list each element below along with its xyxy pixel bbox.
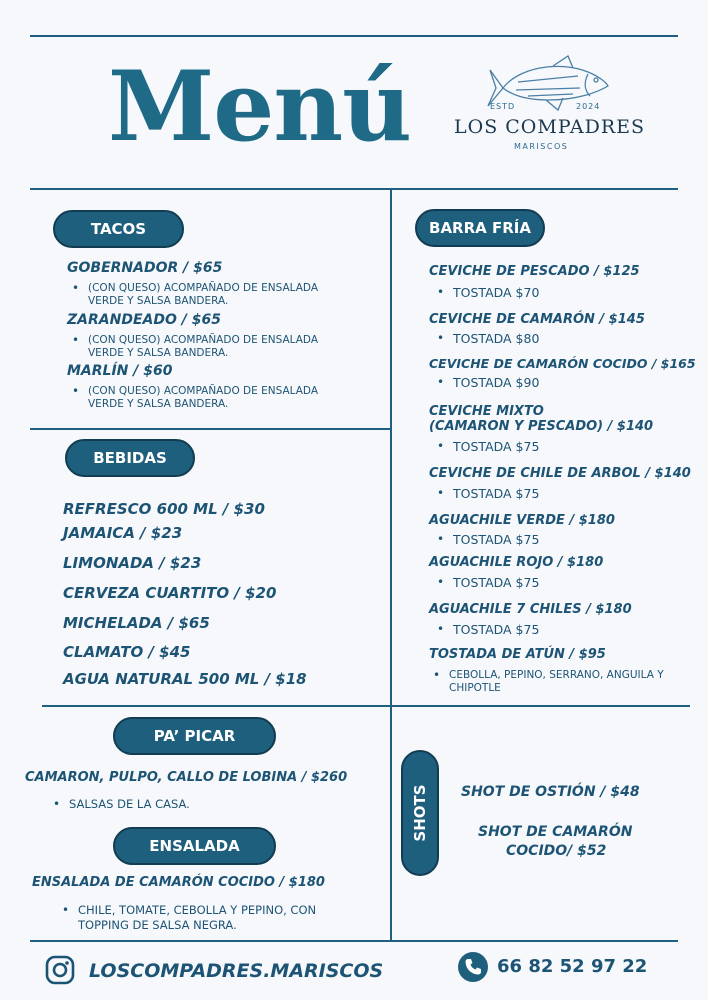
tacos-divider [30, 428, 390, 430]
item-sub: • TOSTADA $80 [453, 332, 539, 345]
shot-item-line2: COCIDO/ $52 [506, 843, 607, 859]
logo-estd: ESTD [490, 102, 516, 111]
bottom-rule [30, 940, 678, 942]
logo-name: LOS COMPADRES [454, 116, 646, 138]
drink-item: JAMAICA / $23 [63, 524, 183, 542]
drink-item: CLAMATO / $45 [63, 643, 191, 661]
menu-item: CEVICHE DE PESCADO / $125 [429, 264, 640, 279]
item-sub: • TOSTADA $75 [453, 576, 539, 589]
drink-item: REFRESCO 600 ML / $30 [63, 500, 265, 518]
page-title: Menú [108, 50, 411, 163]
item-sub: • TOSTADA $75 [453, 440, 539, 453]
shots-heading: SHOTS [411, 784, 429, 842]
menu-item-line2: (CAMARON Y PESCADO) / $140 [429, 419, 654, 434]
menu-item: CEVICHE MIXTO [429, 404, 544, 419]
item-sub: • TOSTADA $75 [453, 487, 539, 500]
menu-item: CAMARON, PULPO, CALLO DE LOBINA / $260 [25, 770, 348, 785]
drink-item: CERVEZA CUARTITO / $20 [63, 584, 277, 602]
menu-item: TOSTADA DE ATÚN / $95 [429, 647, 606, 662]
menu-item: MARLÍN / $60 [67, 363, 173, 379]
item-sub: • TOSTADA $90 [453, 376, 539, 389]
item-sub: • TOSTADA $75 [453, 623, 539, 636]
menu-item: AGUACHILE 7 CHILES / $180 [429, 602, 632, 617]
menu-item: ENSALADA DE CAMARÓN COCIDO / $180 [32, 875, 325, 890]
logo-subtitle: MARISCOS [514, 142, 569, 151]
drink-item: AGUA NATURAL 500 ML / $18 [63, 670, 307, 688]
menu-item: AGUACHILE VERDE / $180 [429, 513, 615, 528]
restaurant-logo [448, 54, 648, 164]
item-description: • CHILE, TOMATE, CEBOLLA Y PEPINO, CON TOPPING DE SALSA NEGRA. [78, 903, 358, 933]
instagram-icon[interactable] [45, 955, 75, 985]
item-description: • (CON QUESO) ACOMPAÑADO DE ENSALADA VERDE Y SALSA BANDERA. [88, 334, 353, 360]
menu-item: CEVICHE DE CHILE DE ARBOL / $140 [429, 466, 691, 481]
mid-rule [42, 705, 690, 707]
fish-icon [448, 54, 648, 114]
ensalada-heading: ENSALADA [113, 827, 276, 865]
menu-item: CEVICHE DE CAMARÓN COCIDO / $165 [429, 356, 696, 371]
logo-year: 2024 [576, 102, 601, 111]
instagram-handle[interactable]: LOSCOMPADRES.MARISCOS [89, 960, 384, 982]
bebidas-heading: BEBIDAS [65, 439, 195, 477]
menu-item: AGUACHILE ROJO / $180 [429, 555, 604, 570]
shot-item: SHOT DE OSTIÓN / $48 [461, 784, 640, 800]
drink-item: MICHELADA / $65 [63, 614, 210, 632]
phone-number[interactable]: 66 82 52 97 22 [497, 956, 648, 977]
tacos-heading: TACOS [53, 210, 184, 248]
pa-picar-heading: PA’ PICAR [113, 717, 276, 755]
item-description: • (CON QUESO) ACOMPAÑADO DE ENSALADA VERDE Y SALSA BANDERA. [88, 385, 353, 411]
item-description: • (CON QUESO) ACOMPAÑADO DE ENSALADA VERDE Y SALSA BANDERA. [88, 282, 353, 308]
item-description: • CEBOLLA, PEPINO, SERRANO, ANGUILA Y CHIPOTLE [449, 669, 679, 695]
barra-fria-heading: BARRA FRÍA [415, 209, 545, 247]
item-description: • SALSAS DE LA CASA. [69, 798, 190, 811]
header-rule [30, 188, 678, 190]
menu-item: CEVICHE DE CAMARÓN / $145 [429, 312, 645, 327]
shot-item: SHOT DE CAMARÓN [478, 824, 633, 840]
item-sub: • TOSTADA $70 [453, 286, 539, 299]
menu-item: GOBERNADOR / $65 [67, 260, 223, 276]
menu-item: ZARANDEADO / $65 [67, 312, 221, 328]
center-divider [390, 188, 392, 940]
top-rule [30, 35, 678, 37]
drink-item: LIMONADA / $23 [63, 554, 202, 572]
phone-icon[interactable] [457, 951, 489, 983]
item-sub: • TOSTADA $75 [453, 533, 539, 546]
